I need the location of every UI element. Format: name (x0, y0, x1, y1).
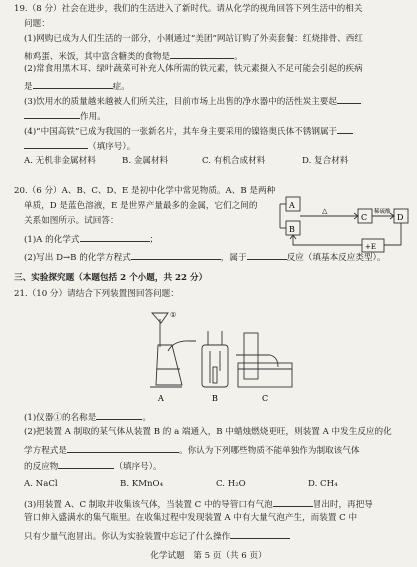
q19-part2-suffix: 症。 (112, 82, 130, 92)
q21-part3-line2: 管口伸入盛满水的集气瓶里。在收集过程中发现装置 A 中有大量气泡产生，而装置 C 中 (24, 513, 358, 523)
section-heading: 三、实验探究题（本题包括 2 个小题，共 22 分） (14, 273, 208, 283)
q19-part4-suffix: （填序号）。 (88, 142, 136, 152)
answer-blank[interactable] (24, 109, 80, 119)
q19-part3-line1 (24, 94, 409, 108)
q20-part2-text: (2)写出 D→B 的化学方程式 (24, 253, 131, 263)
q21-part1-text: (1)仪器①的名称是 (24, 413, 97, 423)
cylinder-c (244, 333, 258, 379)
punct: 。 (234, 52, 243, 62)
q20-stem-line1: 20.（6 分）A、B、C、D、E 是初中化学中常见物质。A、B 是两种 (14, 186, 276, 196)
trough-c (238, 363, 292, 387)
q19-part4-line2 (24, 139, 409, 153)
option-d[interactable]: D. 复合材料 (302, 156, 349, 166)
option-c[interactable]: C. H₂O (216, 479, 246, 489)
q20-part2-suffix: 反应（填基本反应类型）。 (286, 253, 386, 263)
q19-part3-suffix: 作用。 (80, 112, 106, 122)
q19-part2-line1: (2)常食用黑木耳、绿叶蔬菜可补充人体所需的铁元素，铁元素摄入不足可能会引起的疾病 (24, 64, 363, 74)
q21-part2-suffix: （填序号）。 (114, 462, 162, 472)
q20-part1-text: (1)A 的化学式 (24, 235, 80, 245)
q19-options (24, 156, 409, 167)
label-e: +E (365, 243, 376, 251)
q19-part3-text: (3)饮用水的质量越来越被人们所关注，目前市场上出售的净水器中的活性炭主要起 (24, 97, 337, 107)
label-c: C (361, 213, 368, 222)
bottle-b (202, 345, 228, 387)
q20-stem-line2: 单质，D 是蓝色溶液，E 是世界产量最多的金属，它们之间的 (24, 201, 258, 211)
q19-part2-line2 (24, 79, 409, 93)
answer-blank[interactable] (131, 250, 221, 260)
q21-part2-cont: 。你认为下列哪些物质不能单独作为制取该气体 (178, 446, 360, 456)
q20-stem-line3: 关系如图所示。试回答： (24, 216, 119, 226)
reagent-label: 稀硫酸 (374, 209, 391, 215)
answer-blank[interactable] (170, 49, 234, 59)
label-apparatus-a: A (158, 394, 164, 403)
option-b[interactable]: B. 金属材料 (122, 156, 169, 166)
q21-part2-line2 (24, 443, 409, 457)
q21-part1 (24, 410, 409, 424)
q19-part2-text: 是 (24, 82, 33, 92)
option-b[interactable]: B. KMnO₄ (120, 479, 164, 489)
q21-part3-cont: 冒出时，再把导 (312, 500, 373, 510)
q21-part3-text2: 只有少量气泡冒出。你认为实验装置中忘记了什么操作 (24, 532, 231, 542)
option-c[interactable]: C. 有机合成材料 (202, 156, 266, 166)
q19-stem: 19.（8 分）社会在进步，我们的生活进入了新时代。请从化学的视角回答下列生活中的相关 (14, 4, 363, 14)
option-d[interactable]: D. CH₄ (308, 479, 338, 489)
answer-blank[interactable] (337, 124, 353, 134)
answer-blank[interactable] (337, 94, 361, 104)
label-d: D (397, 213, 404, 222)
answer-blank[interactable] (230, 529, 290, 539)
q21-apparatus-diagram (130, 305, 305, 405)
funnel-icon (152, 313, 168, 323)
answer-blank[interactable] (67, 443, 179, 453)
answer-blank[interactable] (24, 139, 88, 149)
q21-part3-line3 (24, 529, 409, 543)
q20-part2-mid: ，属于 (220, 253, 247, 263)
flask-a (156, 345, 182, 385)
label-a: A (289, 201, 295, 210)
q19-part4-text: (4)“中国高铁”已成为我国的一张新名片，其车身主要采用的镍铬奥氏体不锈钢属于 (24, 127, 338, 137)
q21-stem: 21.（10 分）请结合下列装置图回答问题： (14, 289, 179, 299)
q21-part2-line1: (2)把装置 A 制取的某气体从装置 B 的 a 端通入，B 中蜡烛燃烧更旺，则装置 A 中发生反应的化 (24, 427, 392, 437)
punct: 。 (142, 413, 151, 423)
label-apparatus-c: C (262, 394, 269, 403)
answer-blank[interactable] (96, 410, 142, 420)
page-footer: 化学试题 第 5 页（共 6 页） (150, 551, 267, 561)
q19-part1-line2 (24, 49, 409, 63)
q21-part2-line3 (24, 459, 409, 473)
q19-part4-line1 (24, 124, 409, 138)
q21-options (24, 479, 409, 490)
label-instrument-1: ① (170, 311, 177, 319)
q19-part1-line1: (1)网购已成为人们生活的一部分，小刚通过“美团”网站订购了外卖套餐：红烧排骨、西红 (24, 34, 363, 44)
answer-blank[interactable] (58, 459, 114, 469)
q21-part2-text: 学方程式是 (24, 446, 67, 456)
label-b: B (289, 225, 295, 234)
q21-part3-line1 (24, 497, 409, 511)
label-apparatus-b: B (212, 394, 218, 403)
q21-part3-text: (3)用装置 A、C 制取并收集该气体，当装置 C 中的导管口有气泡 (24, 500, 273, 510)
q19-part3-line2 (24, 109, 409, 123)
answer-blank[interactable] (273, 497, 313, 507)
option-a[interactable]: A. 无机非金属材料 (24, 156, 96, 166)
heat-symbol: △ (322, 207, 328, 215)
answer-blank[interactable] (33, 79, 113, 89)
option-a[interactable]: A. NaCl (24, 479, 58, 489)
q21-part2-text2: 的反应物 (24, 462, 59, 472)
punct: ； (149, 235, 159, 245)
q20-relationship-diagram (278, 193, 413, 253)
q19-part1-text: 柿鸡蛋、米饭，其中富含糖类的食物是 (24, 52, 171, 62)
q19-stem-cont: 问题： (24, 19, 50, 29)
answer-blank[interactable] (80, 232, 150, 242)
